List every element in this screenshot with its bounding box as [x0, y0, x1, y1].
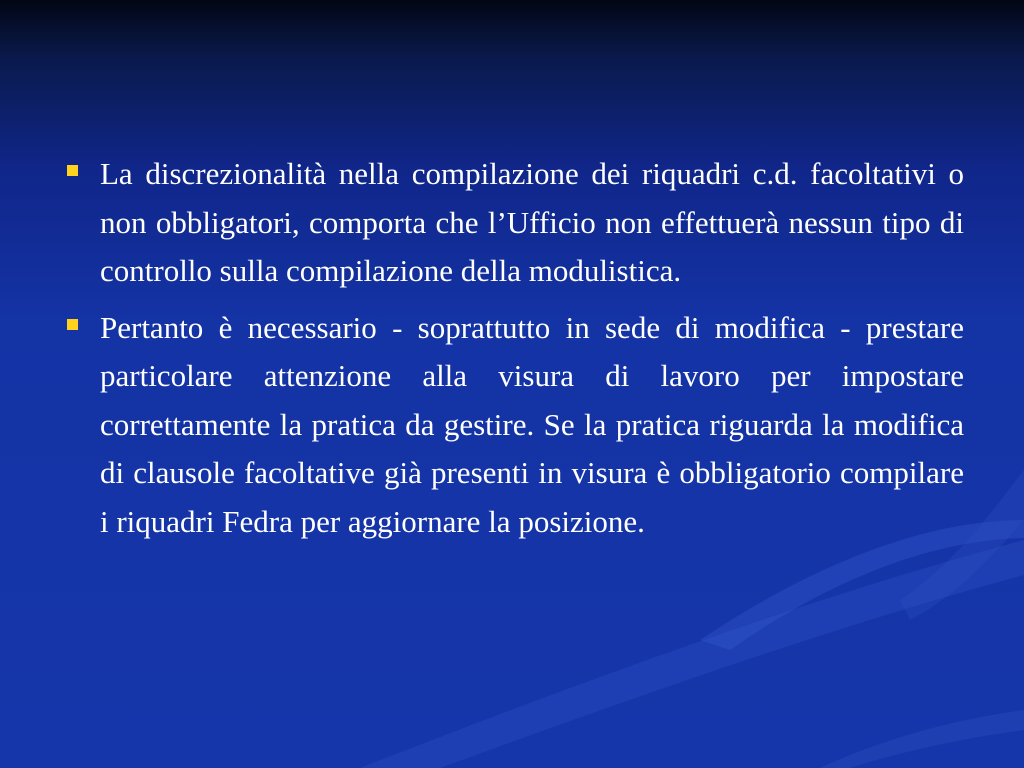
bullet-text: La discrezionalità nella compilazione dei riquadri c.d. facoltativi o non obbligatori, comporta che l’Ufficio non effettuerà nessun tipo di controllo sulla compilazione della modulistica.: [100, 156, 964, 288]
bullet-text: Pertanto è necessario - soprattutto in sede di modifica - prestare particolare attenzione alla visura di lavoro per impostare correttamente la pratica da gestire. Se la pratica riguarda la modifica di clausole facoltative già presenti in visura è obbligatorio compilare i riquadri Fedra per aggiornare la posizione.: [100, 309, 964, 539]
bullet-list: [62, 150, 964, 554]
square-bullet-icon: [67, 319, 78, 330]
square-bullet-icon: [67, 165, 78, 176]
bullet-item: [62, 304, 964, 547]
bullet-item: [62, 150, 964, 296]
